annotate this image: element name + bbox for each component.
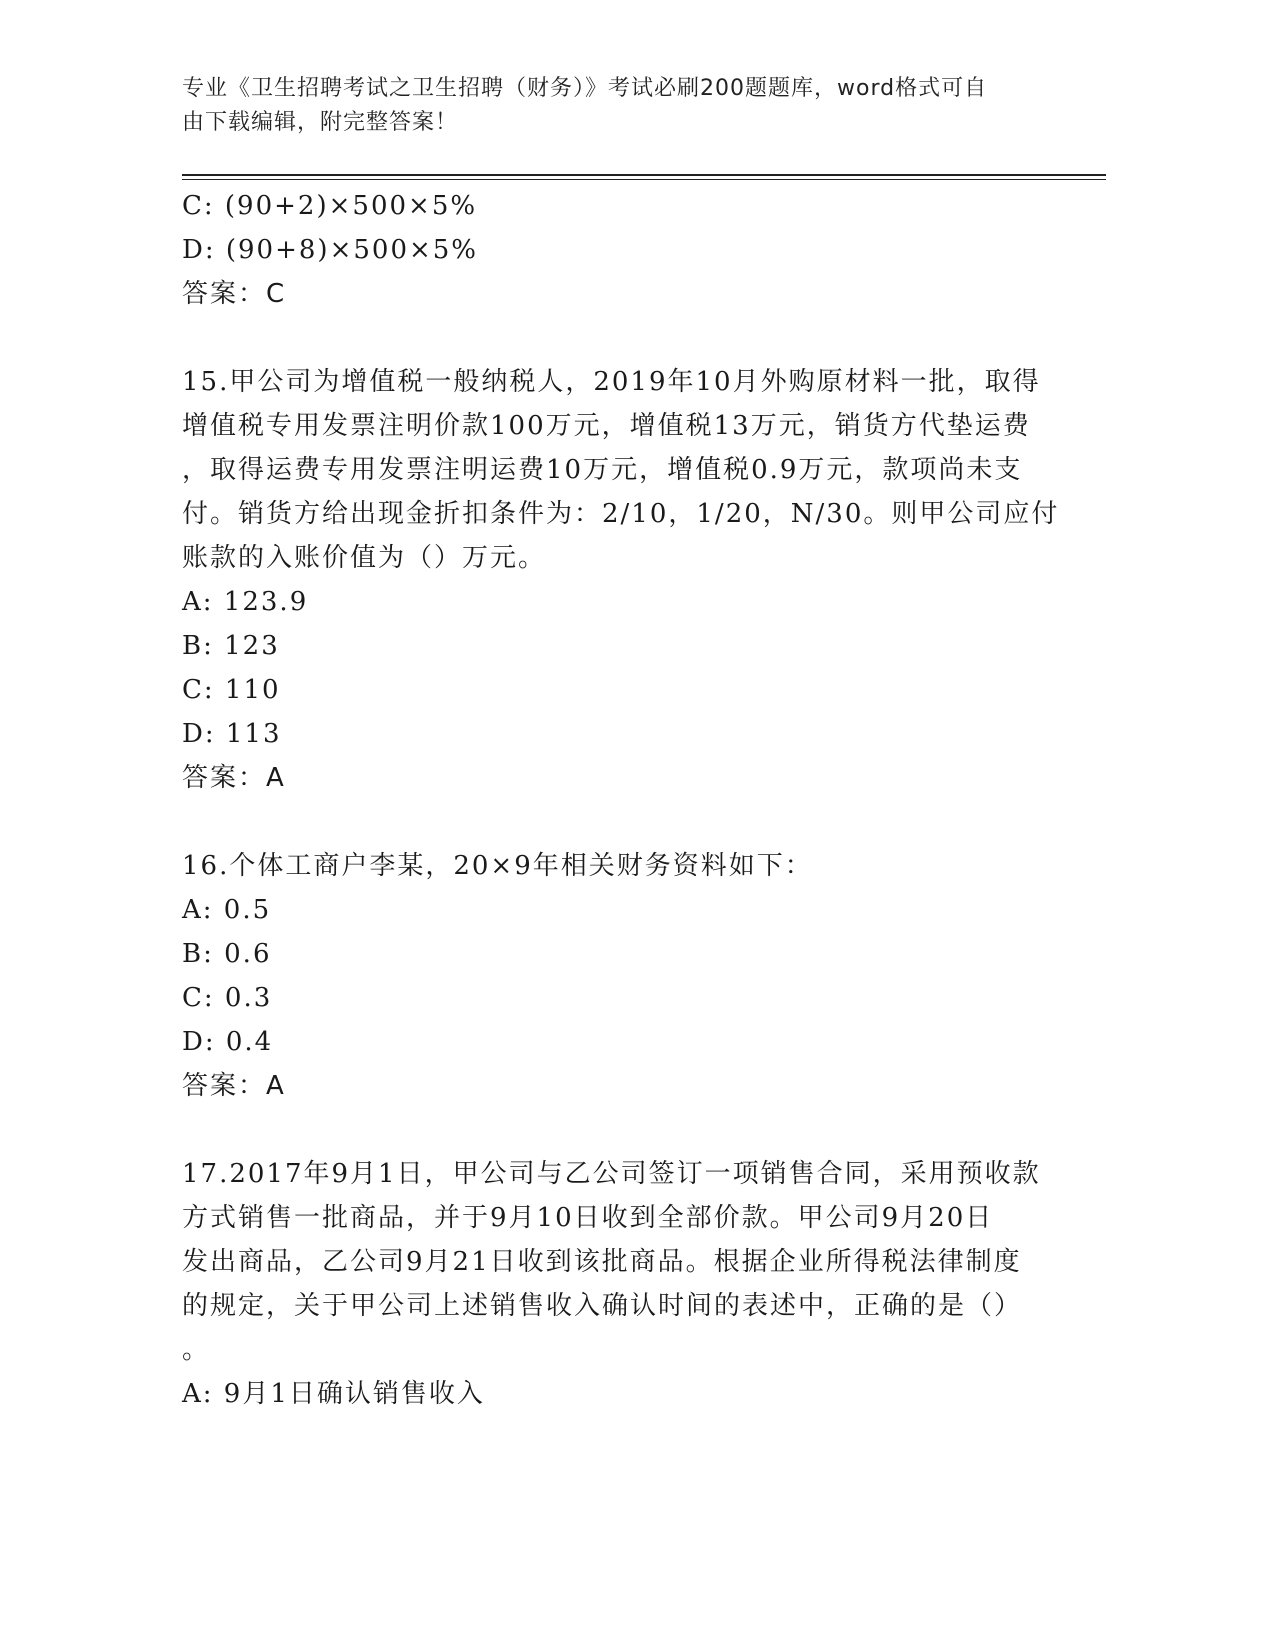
option-c: C: 110	[182, 675, 281, 705]
spacer	[182, 1108, 1062, 1152]
option-a: A: 0.5	[182, 895, 272, 925]
question-stem-line: ，取得运费专用发票注明运费10万元，增值税0.9万元，款项尚未支	[182, 455, 1023, 485]
question-17	[182, 1152, 1062, 1416]
question-stem-line: 付。销货方给出现金折扣条件为：2/10，1/20，N/30。则甲公司应付	[182, 499, 1060, 529]
question-stem-line: 。	[182, 1335, 211, 1365]
option-a: A: 123.9	[182, 587, 309, 617]
question-stem-line: 方式销售一批商品，并于9月10日收到全部价款。甲公司9月20日	[182, 1203, 994, 1233]
question-16	[182, 844, 1062, 1108]
answer-label: 答案：A	[182, 763, 286, 793]
option-d: D: (90+8)×500×5%	[182, 235, 479, 265]
spacer	[182, 316, 1062, 360]
option-b: B: 123	[182, 631, 280, 661]
header-line: 由下载编辑，附完整答案！	[182, 110, 459, 135]
question-stem-line: 17.2017年9月1日，甲公司与乙公司签订一项销售合同，采用预收款	[182, 1159, 1041, 1189]
answer-label: 答案：C	[182, 279, 287, 309]
question-stem-line: 账款的入账价值为（）万元。	[182, 543, 547, 573]
question-15	[182, 360, 1062, 800]
header-divider-thick	[182, 174, 1106, 176]
option-d: D: 113	[182, 719, 282, 749]
header-line: 专业《卫生招聘考试之卫生招聘（财务）》考试必刷200题题库，word格式可自	[182, 76, 988, 101]
question-stem-line: 15.甲公司为增值税一般纳税人，2019年10月外购原材料一批，取得	[182, 367, 1041, 397]
question-14-tail	[182, 184, 1062, 316]
question-list	[182, 184, 1062, 1416]
question-stem-line: 的规定，关于甲公司上述销售收入确认时间的表述中，正确的是（）	[182, 1291, 1023, 1321]
option-b: B: 0.6	[182, 939, 272, 969]
header-divider-thin	[182, 179, 1106, 180]
option-d: D: 0.4	[182, 1027, 274, 1057]
option-c: C: 0.3	[182, 983, 273, 1013]
question-stem-line: 16.个体工商户李某，20×9年相关财务资料如下：	[182, 851, 813, 881]
question-stem-line: 发出商品，乙公司9月21日收到该批商品。根据企业所得税法律制度	[182, 1247, 1022, 1277]
answer-label: 答案：A	[182, 1071, 286, 1101]
option-c: C: (90+2)×500×5%	[182, 191, 478, 221]
question-stem-line: 增值税专用发票注明价款100万元，增值税13万元，销货方代垫运费	[182, 411, 1031, 441]
spacer	[182, 800, 1062, 844]
option-a: A: 9月1日确认销售收入	[182, 1379, 485, 1409]
document-header	[182, 72, 1062, 140]
